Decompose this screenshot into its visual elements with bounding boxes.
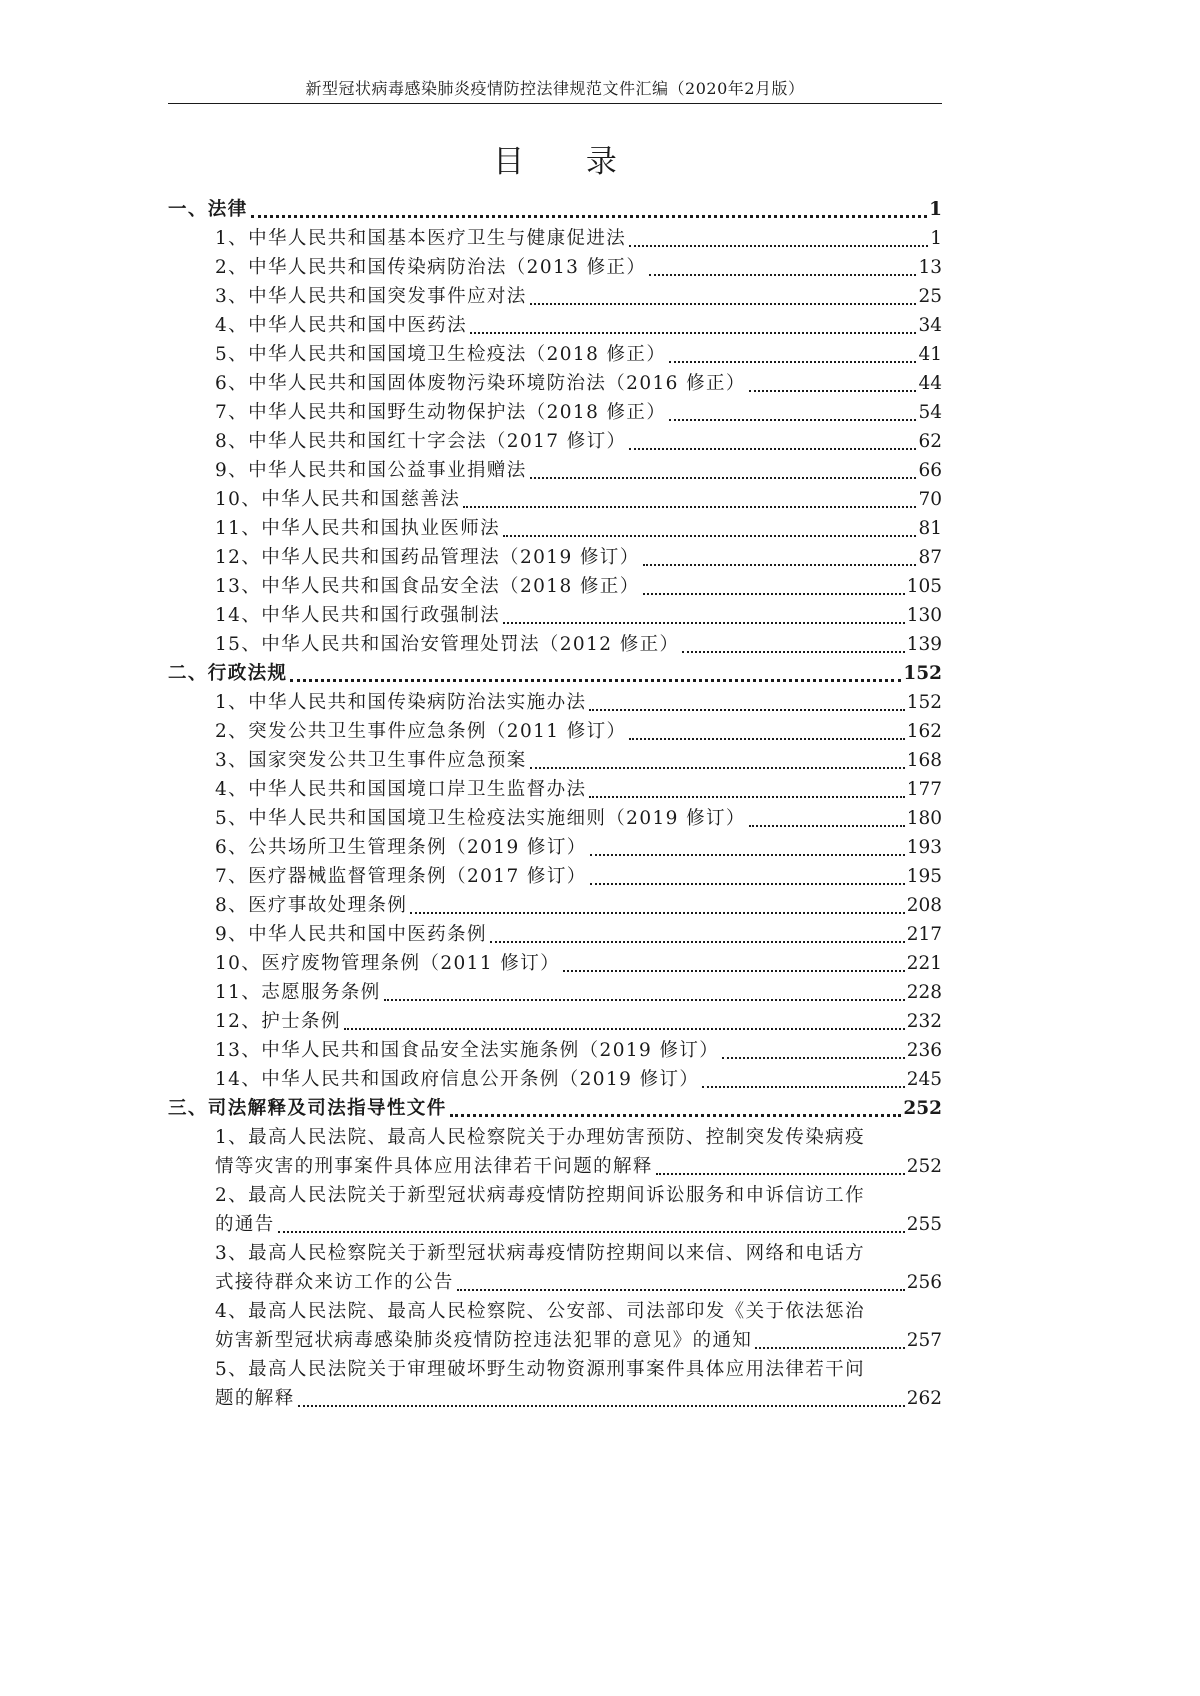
toc-entry-label: 14、中华人民共和国政府信息公开条例（2019 修订）: [215, 1069, 700, 1090]
toc-page-number: 1: [930, 228, 942, 249]
toc-page-number: 195: [906, 866, 942, 887]
toc-entry: [168, 630, 942, 659]
toc-section-label: 一、法律: [168, 199, 248, 220]
toc-entry-continuation: [168, 1210, 942, 1239]
toc-entry-continuation: [168, 1268, 942, 1297]
dot-leader: [470, 332, 916, 334]
running-header: 新型冠状病毒感染肺炎疫情防控法律规范文件汇编（2020年2月版）: [305, 79, 805, 98]
toc-page-number: 256: [906, 1272, 942, 1293]
toc-entry: [168, 572, 942, 601]
toc-entry: [168, 543, 942, 572]
toc-page-number: 130: [906, 605, 942, 626]
dot-leader: [463, 506, 916, 508]
toc-entry: [168, 833, 942, 862]
dot-leader: [643, 564, 917, 566]
toc-entry: [168, 369, 942, 398]
toc-entry-label: 题的解释: [215, 1388, 295, 1409]
toc-page-number: 81: [918, 518, 942, 539]
toc-entry-label: 9、中华人民共和国公益事业捐赠法: [215, 460, 527, 481]
toc-entry-label: 8、中华人民共和国红十字会法（2017 修订）: [215, 431, 627, 452]
toc-page-number: 245: [906, 1069, 942, 1090]
dot-leader: [590, 883, 905, 885]
toc-page-number: 54: [918, 402, 942, 423]
toc-entry-label: 2、中华人民共和国传染病防治法（2013 修正）: [215, 257, 647, 278]
table-of-contents: [168, 195, 942, 1413]
toc-entry-line: 2、最高人民法院关于新型冠状病毒疫情防控期间诉讼服务和申诉信访工作: [215, 1185, 865, 1206]
toc-entry-continuation: [168, 1326, 942, 1355]
toc-page-number: 177: [906, 779, 942, 800]
toc-entry: [168, 891, 942, 920]
toc-entry-label: 9、中华人民共和国中医药条例: [215, 924, 487, 945]
toc-entry: [168, 485, 942, 514]
toc-page-number: 193: [906, 837, 942, 858]
dot-leader: [503, 535, 916, 537]
toc-entry-label: 10、医疗废物管理条例（2011 修订）: [215, 953, 561, 974]
toc-entry: [168, 862, 942, 891]
toc-page-number: 252: [906, 1156, 942, 1177]
toc-page-number: 162: [906, 721, 942, 742]
toc-entry-multiline: [168, 1297, 942, 1355]
toc-page-number: 236: [906, 1040, 942, 1061]
toc-section: [168, 195, 942, 224]
toc-entry: [168, 920, 942, 949]
toc-entry: [168, 311, 942, 340]
dot-leader: [530, 767, 905, 769]
toc-entry-label: 妨害新型冠状病毒感染肺炎疫情防控违法犯罪的意见》的通知: [215, 1330, 753, 1351]
toc-page-number: 180: [906, 808, 942, 829]
toc-entry: [168, 253, 942, 282]
dot-leader: [490, 941, 905, 943]
dot-leader: [702, 1086, 904, 1088]
toc-entry: [168, 601, 942, 630]
toc-entry: [168, 514, 942, 543]
toc-entry-label: 4、中华人民共和国国境口岸卫生监督办法: [215, 779, 587, 800]
dot-leader: [410, 912, 904, 914]
dot-leader: [682, 651, 904, 653]
toc-page-number: 105: [906, 576, 942, 597]
toc-entry-line: 3、最高人民检察院关于新型冠状病毒疫情防控期间以来信、网络和电话方: [215, 1243, 865, 1264]
toc-entry-label: 6、公共场所卫生管理条例（2019 修订）: [215, 837, 587, 858]
toc-entry: [168, 775, 942, 804]
toc-page-number: 87: [918, 547, 942, 568]
dot-leader: [530, 477, 917, 479]
dot-leader: [669, 361, 916, 363]
toc-entry-multiline: [168, 1181, 942, 1239]
dot-leader: [344, 1028, 905, 1030]
dot-leader: [749, 825, 905, 827]
dot-leader: [649, 274, 916, 276]
toc-entry-label: 8、医疗事故处理条例: [215, 895, 408, 916]
dot-leader: [629, 738, 904, 740]
toc-entry-label: 的通告: [215, 1214, 275, 1235]
dot-leader: [629, 245, 928, 247]
toc-entry-label: 10、中华人民共和国慈善法: [215, 489, 461, 510]
toc-page-number: 208: [906, 895, 942, 916]
toc-entry: [168, 427, 942, 456]
toc-page-number: 232: [906, 1011, 942, 1032]
dot-leader: [563, 970, 905, 972]
toc-entry-label: 4、中华人民共和国中医药法: [215, 315, 467, 336]
toc-page-number: 152: [906, 692, 942, 713]
toc-entry-label: 11、中华人民共和国执业医师法: [215, 518, 501, 539]
toc-entry-label: 12、护士条例: [215, 1011, 341, 1032]
toc-entry-label: 式接待群众来访工作的公告: [215, 1272, 454, 1293]
dot-leader: [589, 796, 904, 798]
toc-entry: [168, 1036, 942, 1065]
toc-entry-label: 3、国家突发公共卫生事件应急预案: [215, 750, 527, 771]
dot-leader: [749, 390, 917, 392]
toc-page-number: 139: [906, 634, 942, 655]
dot-leader: [503, 622, 905, 624]
toc-page-number: 221: [906, 953, 942, 974]
toc-entry-label: 13、中华人民共和国食品安全法（2018 修正）: [215, 576, 640, 597]
toc-page-number: 262: [906, 1388, 942, 1409]
toc-entry-label: 6、中华人民共和国固体废物污染环境防治法（2016 修正）: [215, 373, 746, 394]
toc-entry: [168, 978, 942, 1007]
page-title: 目 录: [493, 144, 643, 180]
toc-page-number: 34: [918, 315, 942, 336]
toc-entry-label: 7、中华人民共和国野生动物保护法（2018 修正）: [215, 402, 667, 423]
toc-section-label: 二、行政法规: [168, 663, 288, 684]
toc-entry: [168, 282, 942, 311]
toc-page-number: 13: [918, 257, 942, 278]
toc-page-number: 217: [906, 924, 942, 945]
toc-entry: [168, 398, 942, 427]
toc-entry-label: 1、中华人民共和国传染病防治法实施办法: [215, 692, 587, 713]
toc-entry: [168, 456, 942, 485]
dot-leader: [669, 419, 916, 421]
toc-entry: [168, 804, 942, 833]
toc-page-number: 255: [906, 1214, 942, 1235]
dot-leader: [755, 1347, 904, 1349]
toc-entry-label: 13、中华人民共和国食品安全法实施条例（2019 修订）: [215, 1040, 720, 1061]
dot-leader: [290, 679, 901, 682]
dot-leader: [450, 1114, 902, 1117]
toc-entry: [168, 1007, 942, 1036]
toc-entry-line: 5、最高人民法院关于审理破坏野生动物资源刑事案件具体应用法律若干问: [215, 1359, 865, 1380]
toc-entry-label: 7、医疗器械监督管理条例（2017 修订）: [215, 866, 587, 887]
toc-entry: [168, 340, 942, 369]
dot-leader: [722, 1057, 904, 1059]
toc-entry-label: 15、中华人民共和国治安管理处罚法（2012 修正）: [215, 634, 680, 655]
toc-page-number: 62: [918, 431, 942, 452]
toc-entry-label: 1、中华人民共和国基本医疗卫生与健康促进法: [215, 228, 627, 249]
toc-entry-continuation: [168, 1152, 942, 1181]
toc-page-number: 168: [906, 750, 942, 771]
toc-entry-label: 2、突发公共卫生事件应急条例（2011 修订）: [215, 721, 627, 742]
toc-entry-label: 3、中华人民共和国突发事件应对法: [215, 286, 527, 307]
toc-page-number: 228: [906, 982, 942, 1003]
toc-page-number: 44: [918, 373, 942, 394]
toc-entry-label: 5、中华人民共和国国境卫生检疫法（2018 修正）: [215, 344, 667, 365]
dot-leader: [298, 1405, 905, 1407]
toc-page-number: 152: [903, 663, 942, 684]
toc-entry-multiline: [168, 1123, 942, 1181]
dot-leader: [251, 215, 928, 218]
toc-section-label: 三、司法解释及司法指导性文件: [168, 1098, 447, 1119]
toc-entry: [168, 688, 942, 717]
toc-entry-line: 1、最高人民法院、最高人民检察院关于办理妨害预防、控制突发传染病疫: [215, 1127, 865, 1148]
dot-leader: [589, 709, 904, 711]
dot-leader: [457, 1289, 905, 1291]
dot-leader: [656, 1173, 905, 1175]
toc-page-number: 41: [918, 344, 942, 365]
toc-page-number: 70: [918, 489, 942, 510]
dot-leader: [278, 1231, 905, 1233]
dot-leader: [643, 593, 905, 595]
toc-page-number: 66: [918, 460, 942, 481]
dot-leader: [590, 854, 905, 856]
toc-entry: [168, 224, 942, 253]
toc-entry: [168, 949, 942, 978]
header-rule: [168, 103, 942, 104]
toc-page-number: 25: [918, 286, 942, 307]
toc-entry-multiline: [168, 1355, 942, 1413]
toc-entry-label: 情等灾害的刑事案件具体应用法律若干问题的解释: [215, 1156, 653, 1177]
toc-entry-multiline: [168, 1239, 942, 1297]
toc-page-number: 1: [929, 199, 942, 220]
toc-entry: [168, 746, 942, 775]
toc-section: [168, 1094, 942, 1123]
toc-page-number: 257: [906, 1330, 942, 1351]
toc-entry: [168, 717, 942, 746]
toc-section: [168, 659, 942, 688]
toc-entry-label: 12、中华人民共和国药品管理法（2019 修订）: [215, 547, 640, 568]
toc-page-number: 252: [903, 1098, 942, 1119]
dot-leader: [629, 448, 916, 450]
toc-entry-label: 5、中华人民共和国国境卫生检疫法实施细则（2019 修订）: [215, 808, 746, 829]
toc-entry-line: 4、最高人民法院、最高人民检察院、公安部、司法部印发《关于依法惩治: [215, 1301, 865, 1322]
toc-entry-label: 14、中华人民共和国行政强制法: [215, 605, 501, 626]
toc-entry-continuation: [168, 1384, 942, 1413]
dot-leader: [384, 999, 905, 1001]
toc-entry-label: 11、志愿服务条例: [215, 982, 381, 1003]
toc-entry: [168, 1065, 942, 1094]
dot-leader: [530, 303, 917, 305]
